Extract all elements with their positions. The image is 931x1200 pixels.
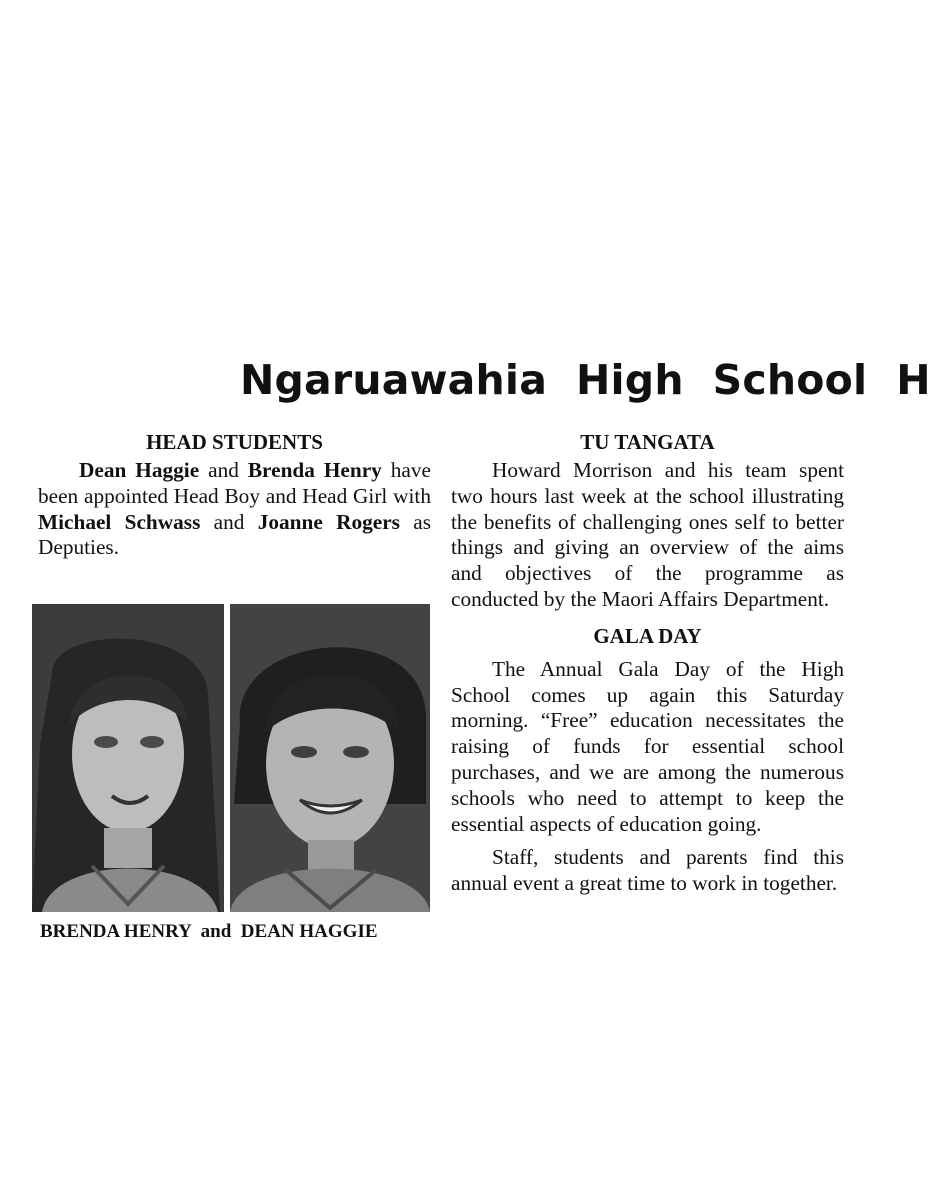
right-column xyxy=(451,426,844,897)
tu-tangata-body: Howard Morrison and his team spent two hours last week at the school illustrating the benefits of challenging ones self to better things and giving an overview of the aims and objectives of the programme as conducted by the Maori Affairs Department. xyxy=(451,458,844,611)
head-students-heading: HEAD STUDENTS xyxy=(146,430,323,454)
student-photos xyxy=(32,604,430,912)
head-students-body xyxy=(38,458,431,561)
body-text: have been appointed Head Boy and Head Girl with xyxy=(38,458,431,508)
gala-day-heading: GALA DAY xyxy=(593,623,702,648)
student-name-dean: Dean Haggie xyxy=(79,458,200,482)
conjunction: and xyxy=(199,458,248,482)
masthead-title: Ngaruawahia High School H xyxy=(240,356,931,404)
portrait-photo-brenda xyxy=(32,604,224,912)
portrait-photo-dean xyxy=(230,604,430,912)
head-students-article xyxy=(38,426,431,561)
gala-day-body-1: The Annual Gala Day of the High School comes up again this Saturday morning. “Free” education necessitates the raising of funds for essential school purchases, and we are among the numerous schools who need to attempt to keep the essential aspects of education going. xyxy=(451,656,844,836)
body-text: as Deputies. xyxy=(38,509,431,560)
photo-caption: BRENDA HENRY and DEAN HAGGIE xyxy=(40,921,378,942)
tu-tangata-heading: TU TANGATA xyxy=(580,430,715,454)
student-name-brenda: Brenda Henry xyxy=(247,458,382,482)
student-name-michael: Michael Schwass xyxy=(38,509,201,534)
conjunction: and xyxy=(200,509,258,534)
gala-day-body-2: Staff, students and parents find this annual event a great time to work in together. xyxy=(451,845,844,896)
student-name-joanne: Joanne Rogers xyxy=(257,509,400,534)
